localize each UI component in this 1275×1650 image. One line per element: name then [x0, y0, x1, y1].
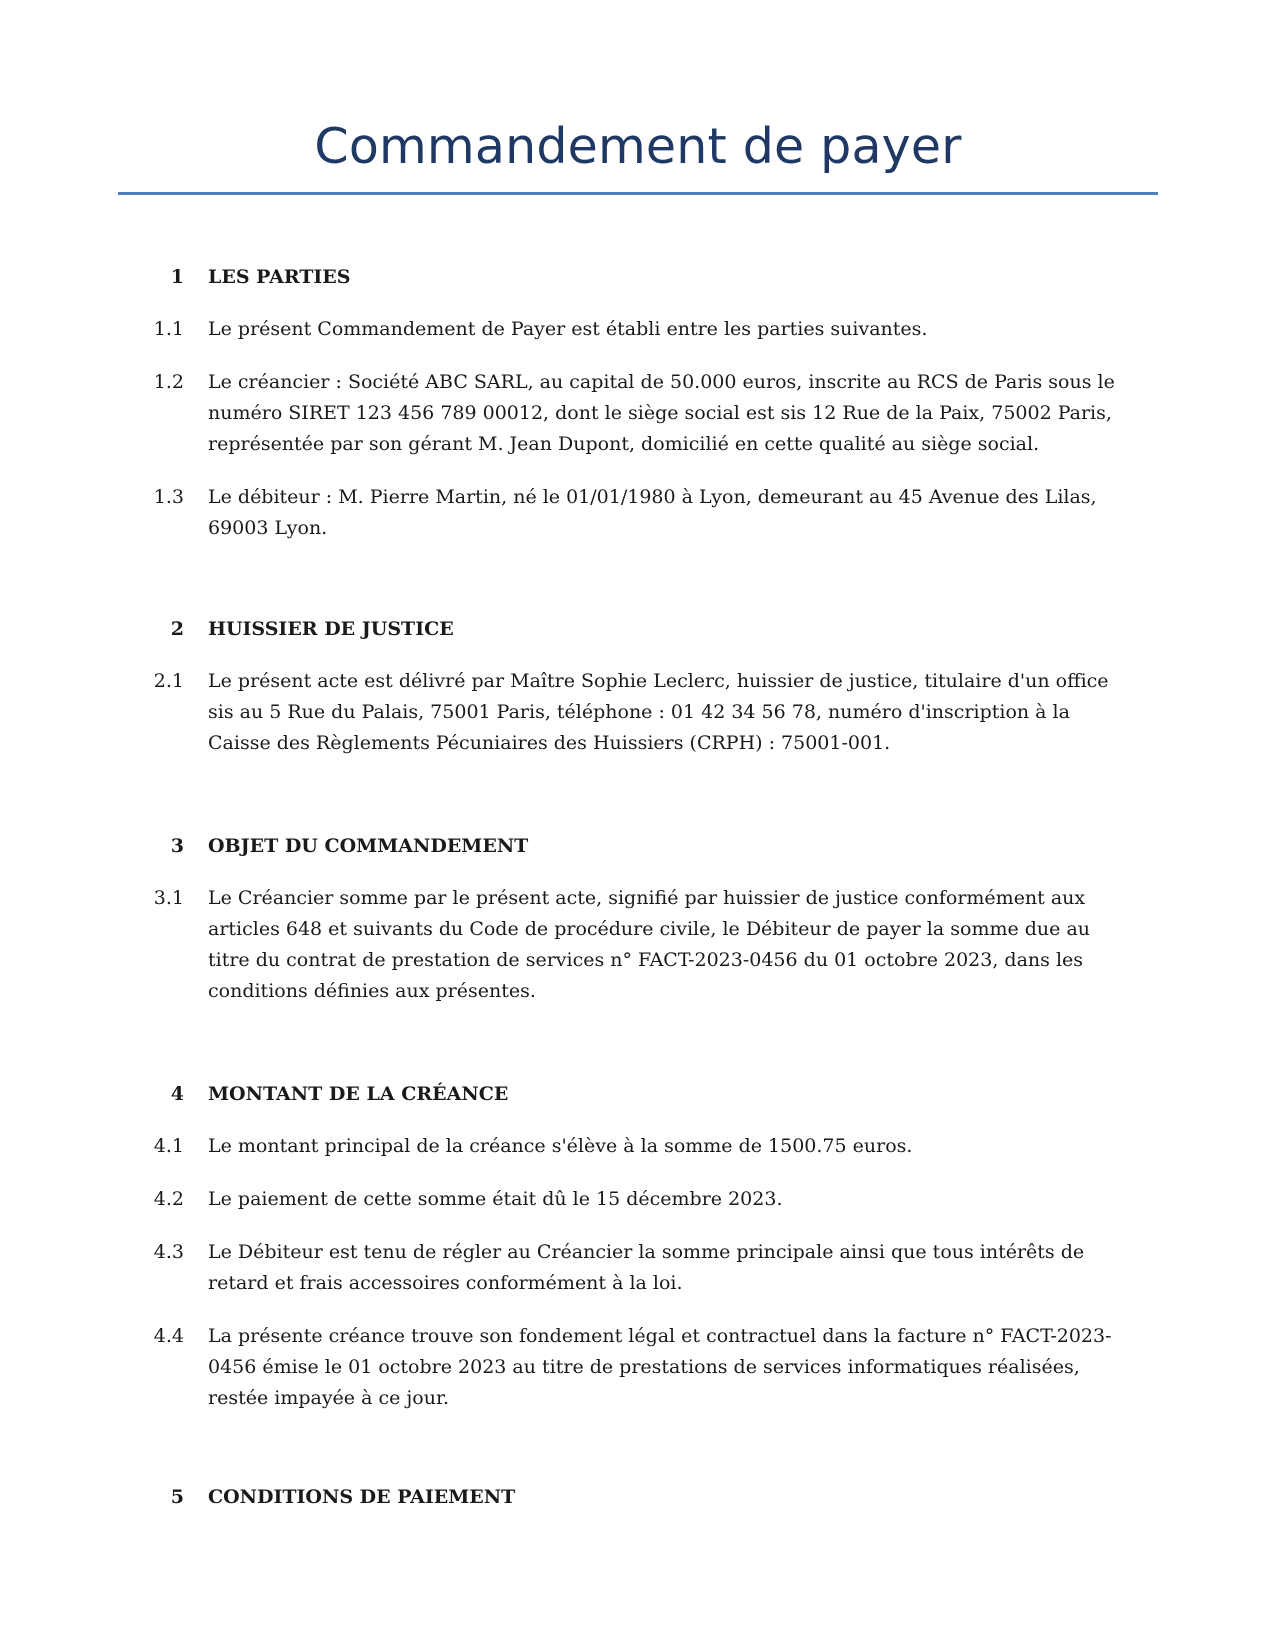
clause	[0, 1237, 1275, 1299]
section-number: 2	[170, 618, 184, 640]
clause-text: Le présent acte est délivré par Maître Sophie Leclerc, huissier de justice, titulaire d'un office sis au 5 Rue du Palais, 75001 Paris, téléphone : 01 42 34 56 78, numéro d'inscription à la Caisse des Règlements Pécuniaires des Huissiers (CRPH) : 75001-001.	[208, 670, 1109, 754]
clause-text: Le créancier : Société ABC SARL, au capital de 50.000 euros, inscrite au RCS de Paris sous le numéro SIRET 123 456 789 00012, dont le siège social est sis 12 Rue de la Paix, 75002 Paris, représentée par son gérant M. Jean Dupont, domicilié en cette qualité au siège social.	[208, 371, 1115, 455]
section-parties	[0, 262, 1275, 544]
clause	[0, 1184, 1275, 1215]
section-number: 5	[170, 1486, 184, 1508]
section-heading	[0, 831, 1275, 861]
section-title: LES PARTIES	[208, 266, 351, 288]
section-heading	[0, 614, 1275, 644]
document-title: Commandement de payer	[314, 118, 962, 175]
clause	[0, 482, 1275, 544]
section-number: 1	[170, 266, 184, 288]
section-montant	[0, 1079, 1275, 1414]
clause	[0, 666, 1275, 759]
section-number: 4	[170, 1083, 184, 1105]
clause-number: 4.4	[153, 1325, 184, 1347]
clause-number: 1.3	[153, 486, 184, 508]
section-heading	[0, 1482, 1275, 1512]
clause-text: Le paiement de cette somme était dû le 15 décembre 2023.	[208, 1188, 783, 1210]
clause-number: 4.1	[153, 1135, 184, 1157]
clause	[0, 1321, 1275, 1414]
clause	[0, 1131, 1275, 1162]
section-heading	[0, 1079, 1275, 1109]
title-underline	[118, 192, 1158, 195]
section-huissier	[0, 614, 1275, 759]
clause	[0, 367, 1275, 460]
section-conditions	[0, 1482, 1275, 1512]
clause-number: 3.1	[153, 887, 184, 909]
clause-text: Le débiteur : M. Pierre Martin, né le 01/01/1980 à Lyon, demeurant au 45 Avenue des Lilas, 69003 Lyon.	[208, 486, 1097, 539]
clause-text: Le Débiteur est tenu de régler au Créancier la somme principale ainsi que tous intérêts de retard et frais accessoires conformément à la loi.	[208, 1241, 1085, 1294]
clause-text: Le présent Commandement de Payer est établi entre les parties suivantes.	[208, 318, 928, 340]
section-title: HUISSIER DE JUSTICE	[208, 618, 454, 640]
clause-number: 1.2	[153, 371, 184, 393]
clause-number: 4.3	[153, 1241, 184, 1263]
section-number: 3	[170, 835, 184, 857]
clause	[0, 314, 1275, 345]
clause-number: 1.1	[153, 318, 184, 340]
clause-number: 4.2	[153, 1188, 184, 1210]
clause-text: Le montant principal de la créance s'élève à la somme de 1500.75 euros.	[208, 1135, 913, 1157]
section-title: MONTANT DE LA CRÉANCE	[208, 1083, 509, 1105]
section-objet	[0, 831, 1275, 1007]
clause	[0, 883, 1275, 1007]
section-title: CONDITIONS DE PAIEMENT	[208, 1486, 516, 1508]
clause-text: Le Créancier somme par le présent acte, signifié par huissier de justice conformément aux articles 648 et suivants du Code de procédure civile, le Débiteur de payer la somme due au titre du contrat de prestation de services n° FACT-2023-0456 du 01 octobre 2023, dans les conditions définies aux présentes.	[208, 887, 1091, 1002]
section-title: OBJET DU COMMANDEMENT	[208, 835, 529, 857]
clause-number: 2.1	[153, 670, 184, 692]
clause-text: La présente créance trouve son fondement légal et contractuel dans la facture n° FACT-2023-0456 émise le 01 octobre 2023 au titre de prestations de services informatiques réalisées, restée impayée à ce jour.	[208, 1325, 1112, 1409]
section-heading	[0, 262, 1275, 292]
